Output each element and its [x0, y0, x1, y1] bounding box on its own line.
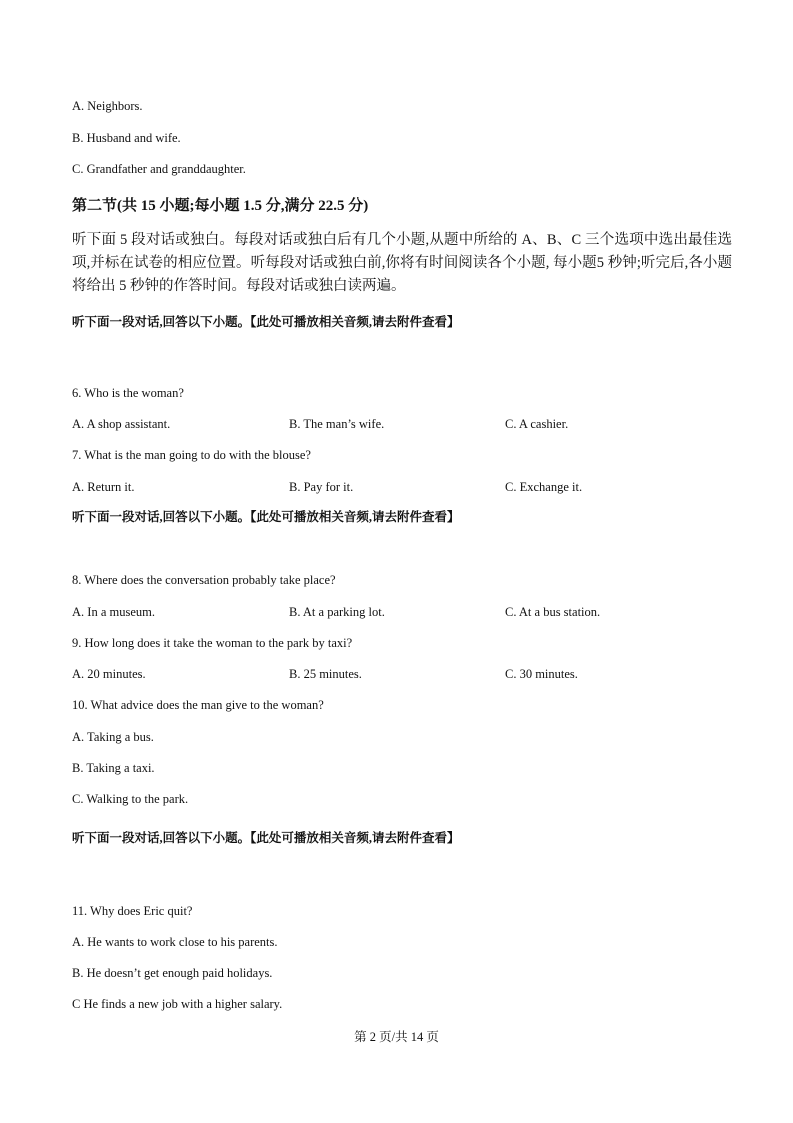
option-b: B. The man’s wife.: [289, 417, 385, 431]
option-b: B. He doesn’t get enough paid holidays.: [72, 966, 273, 980]
audio-notice: 听下面一段对话,回答以下小题。【此处可播放相关音频,请去附件查看】: [72, 831, 460, 845]
option-a: A. 20 minutes.: [72, 667, 146, 681]
option-a: A. A shop assistant.: [72, 417, 171, 431]
question-6: 6. Who is the woman?: [72, 386, 184, 400]
option-c: C. Exchange it.: [505, 480, 583, 494]
question-8: 8. Where does the conversation probably take place?: [72, 573, 336, 587]
option-line: C. Grandfather and granddaughter.: [72, 162, 246, 176]
option-b: B. At a parking lot.: [289, 605, 385, 619]
option-c: C. At a bus station.: [505, 605, 601, 619]
question-10: 10. What advice does the man give to the woman?: [72, 698, 324, 712]
option-a: A. In a museum.: [72, 605, 155, 619]
option-b: B. Pay for it.: [289, 480, 354, 494]
question-9: 9. How long does it take the woman to the park by taxi?: [72, 636, 353, 650]
option-b: B. 25 minutes.: [289, 667, 362, 681]
audio-notice: 听下面一段对话,回答以下小题。【此处可播放相关音频,请去附件查看】: [72, 510, 460, 524]
audio-notice: 听下面一段对话,回答以下小题。【此处可播放相关音频,请去附件查看】: [72, 315, 460, 329]
option-line: A. Neighbors.: [72, 99, 143, 113]
option-a: A. He wants to work close to his parents.: [72, 935, 278, 949]
option-a: A. Return it.: [72, 480, 135, 494]
option-c: C He finds a new job with a higher salary.: [72, 997, 283, 1011]
option-c: C. Walking to the park.: [72, 792, 189, 806]
option-b: B. Taking a taxi.: [72, 761, 155, 775]
section-title: 第二节(共 15 小题;每小题 1.5 分,满分 22.5 分): [72, 198, 369, 214]
section-instructions: 听下面 5 段对话或独白。每段对话或独白后有几个小题,从题中所给的 A、B、C 三个选项中选出最佳选项,并标在试卷的相应位置。听每段对话或独白前,你将有时间阅读各个小题, 每小题5 秒钟;听完后,各小题将给出 5 秒钟的作答时间。每段对话或独白读两遍。: [72, 232, 732, 294]
question-11: 11. Why does Eric quit?: [72, 904, 193, 918]
option-c: C. A cashier.: [505, 417, 569, 431]
option-line: B. Husband and wife.: [72, 131, 181, 145]
page-number: 第 2 页/共 14 页: [354, 1030, 439, 1044]
option-c: C. 30 minutes.: [505, 667, 578, 681]
option-a: A. Taking a bus.: [72, 730, 154, 744]
question-7: 7. What is the man going to do with the blouse?: [72, 448, 311, 462]
